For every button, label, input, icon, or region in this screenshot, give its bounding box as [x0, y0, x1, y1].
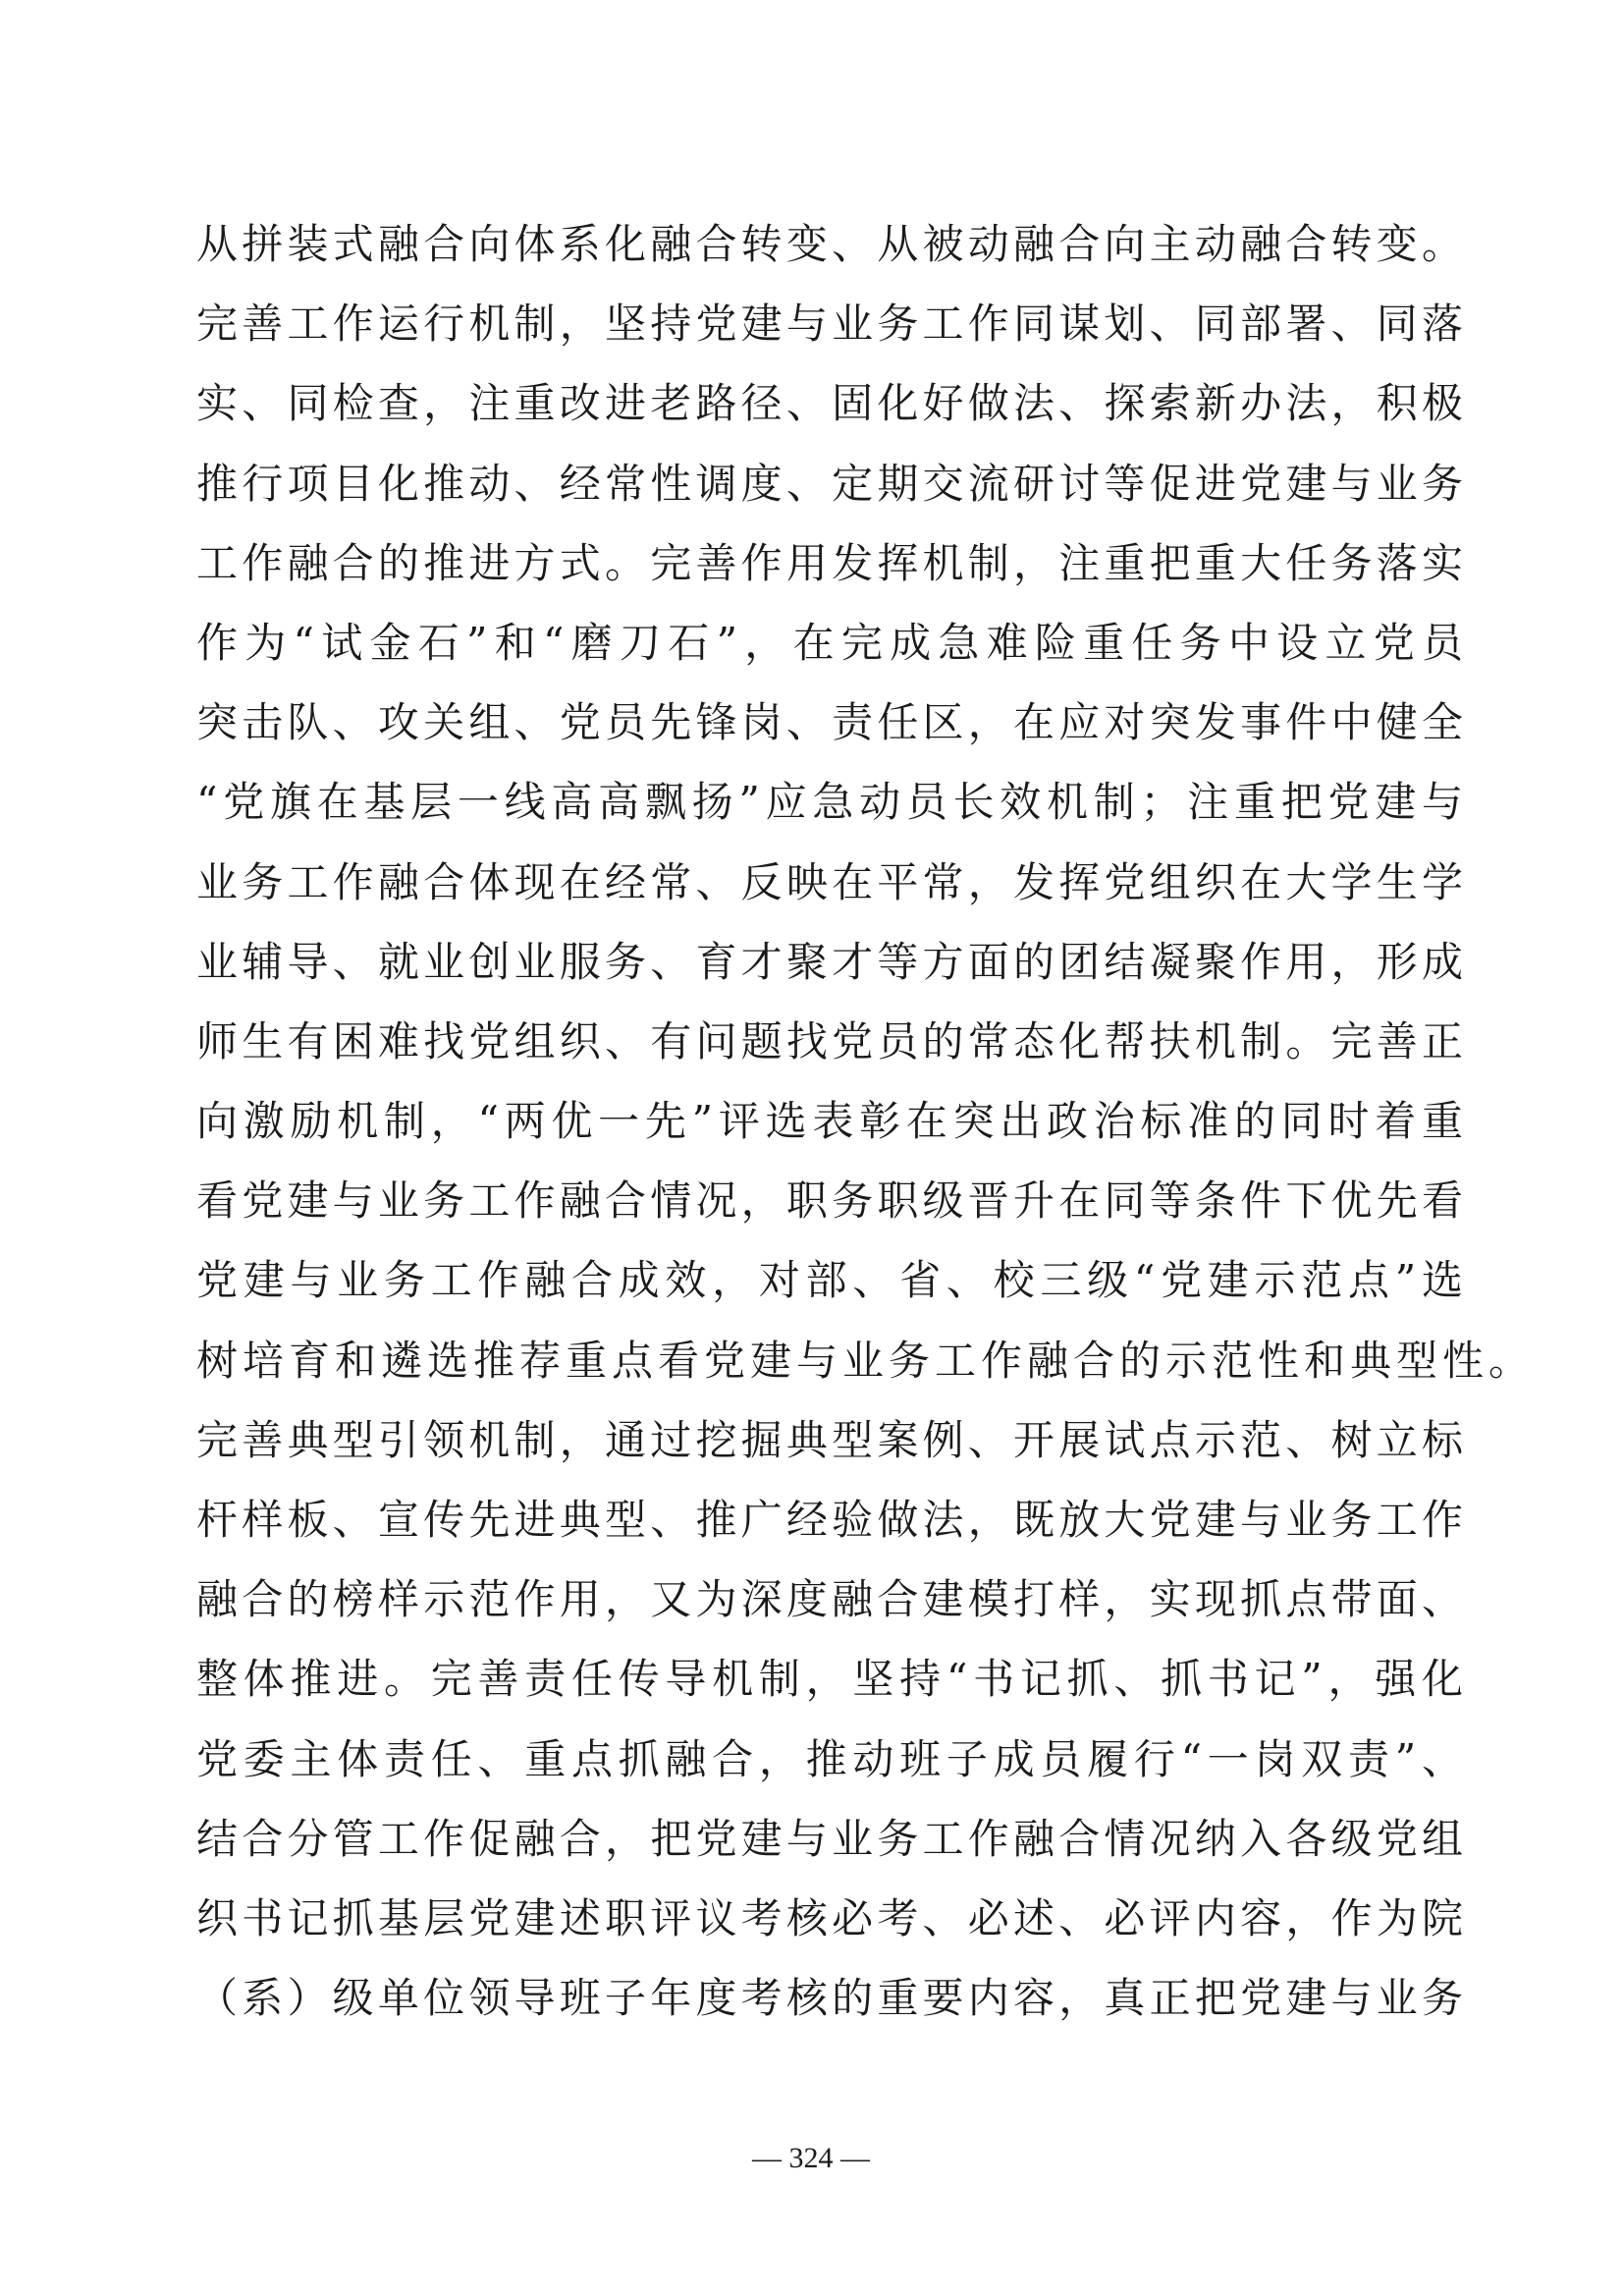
text-line: 杆样板、宣传先进典型、推广经验做法，既放大党建与业务工作 — [196, 1496, 1463, 1544]
page-number: — 324 — — [752, 2142, 870, 2174]
text-line: 向激励机制，“两优一先”评选表彰在突出政治标准的同时着重 — [196, 1097, 1463, 1146]
text-line: 结合分管工作促融合，把党建与业务工作融合情况纳入各级党组 — [196, 1814, 1463, 1863]
text-line: 实、同检查，注重改进老路径、固化好做法、探索新办法，积极 — [196, 379, 1463, 428]
text-line: 突击队、攻关组、党员先锋岗、责任区，在应对突发事件中健全 — [196, 698, 1463, 747]
text-line: 业务工作融合体现在经常、反映在平常，发挥党组织在大学生学 — [196, 857, 1463, 906]
text-line: “党旗在基层一线高高飘扬”应急动员长效机制；注重把党建与 — [196, 778, 1463, 827]
text-line: 推行项目化推动、经常性调度、定期交流研讨等促进党建与业务 — [196, 459, 1463, 508]
text-line: 师生有困难找党组织、有问题找党员的常态化帮扶机制。完善正 — [196, 1016, 1463, 1066]
text-line: 织书记抓基层党建述职评议考核必考、必述、必评内容，作为院 — [196, 1893, 1463, 1942]
text-line: 工作融合的推进方式。完善作用发挥机制，注重把重大任务落实 — [196, 538, 1463, 587]
text-line: 完善工作运行机制，坚持党建与业务工作同谋划、同部署、同落 — [196, 300, 1463, 349]
text-line: 党委主体责任、重点抓融合，推动班子成员履行“一岗双责”、 — [196, 1734, 1463, 1783]
body-text — [196, 204, 1536, 2038]
text-line: （系）级单位领导班子年度考核的重要内容，真正把党建与业务 — [196, 1974, 1463, 2023]
text-line: 树培育和遴选推荐重点看党建与业务工作融合的示范性和典型性。 — [196, 1336, 1536, 1385]
text-line: 看党建与业务工作融合情况，职务职级晋升在同等条件下优先看 — [196, 1176, 1463, 1226]
text-line: 融合的榜样示范作用，又为深度融合建模打样，实现抓点带面、 — [196, 1575, 1463, 1624]
text-line: 整体推进。完善责任传导机制，坚持“书记抓、抓书记”，强化 — [196, 1655, 1463, 1704]
text-line: 完善典型引领机制，通过挖掘典型案例、开展试点示范、树立标 — [196, 1415, 1463, 1464]
text-line: 作为“试金石”和“磨刀石”，在完成急难险重任务中设立党员 — [196, 618, 1463, 667]
text-line: 从拼装式融合向体系化融合转变、从被动融合向主动融合转变。 — [196, 220, 1463, 268]
text-line: 业辅导、就业创业服务、育才聚才等方面的团结凝聚作用，形成 — [196, 937, 1463, 986]
text-line: 党建与业务工作融合成效，对部、省、校三级“党建示范点”选 — [196, 1256, 1463, 1305]
